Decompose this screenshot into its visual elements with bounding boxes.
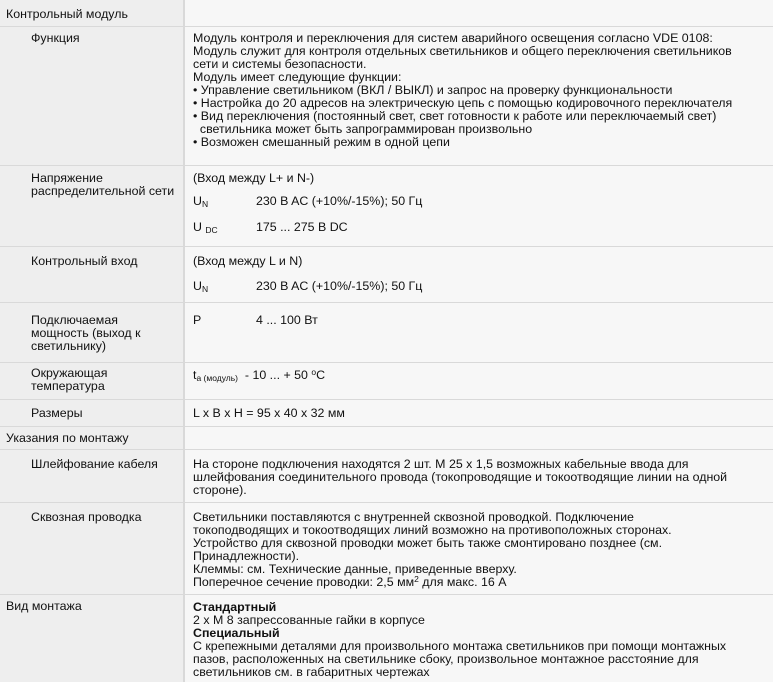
- through-wiring-line: Светильники поставляются с внутренней сквозной проводкой. Подключение: [193, 510, 634, 524]
- cable-loop-line: На стороне подключения находятся 2 шт. M 25 x 1,5 возможных кабельные ввода для: [193, 457, 689, 471]
- power-label: мощность (выход к: [31, 326, 141, 340]
- control-input-label: Контрольный вход: [31, 254, 138, 268]
- un-symbol: $U_N$: [193, 279, 209, 294]
- special-line: светильников см. в габаритных чертежах: [193, 665, 430, 679]
- supply-label: Напряжение: [31, 171, 103, 185]
- function-line: Модуль служит для контроля отдельных светильников и общего переключения светильников: [193, 44, 732, 58]
- row-mounting-notes: [0, 427, 773, 449]
- row-supply-voltage: [0, 166, 773, 246]
- supply-note: (Вход между L+ и N-): [193, 171, 315, 185]
- ambient-value: $t_{a (модуль)} - 10$ ... + 50 $^o$C: [193, 367, 326, 383]
- through-wiring-line: Принадлежности).: [193, 549, 300, 563]
- row-function: [0, 27, 773, 165]
- section-title: Контрольный модуль: [6, 7, 128, 21]
- function-label: Функция: [31, 31, 80, 45]
- through-wiring-line: токоподводящих и токоотводящих линий возможно на противоположных сторонах.: [193, 523, 672, 537]
- udc-value: 175 ... 275 B DC: [256, 220, 348, 234]
- dimensions-value: L x B x H = 95 x 40 x 32 мм: [193, 406, 345, 420]
- function-line: • Настройка до 20 адресов на электрическую цепь с помощью кодировочного переключателя: [193, 96, 733, 110]
- ambient-label: температура: [31, 379, 105, 393]
- function-line: • Вид переключения (постоянный свет, свет готовности к работе или переключаемый свет): [193, 109, 717, 123]
- function-line: Модуль контроля и переключения для систем аварийного освещения согласно VDE 0108:: [193, 31, 713, 45]
- row-dimensions: [0, 400, 773, 426]
- through-wiring-label: Сквозная проводка: [31, 510, 142, 524]
- row-title: [0, 0, 773, 26]
- special-heading: Специальный: [193, 626, 280, 640]
- special-line: пазов, расположенных на светильнике сбоку, произвольное монтажное расстояние для: [193, 652, 699, 666]
- mounting-notes-heading: Указания по монтажу: [6, 431, 129, 445]
- un-value: 230 B AC (+10%/-15%); 50 Гц: [256, 194, 423, 208]
- through-wiring-line: Клеммы: см. Технические данные, приведенные вверху.: [193, 562, 517, 576]
- function-line: • Управление светильником (ВКЛ / ВЫКЛ) и запрос на проверку функциональности: [193, 83, 673, 97]
- standard-heading: Стандартный: [193, 600, 277, 614]
- cable-loop-label: Шлейфование кабеля: [31, 457, 158, 471]
- mounting-type-label: Вид монтажа: [6, 599, 82, 613]
- row-control-input: [0, 247, 773, 302]
- row-mounting-type: [0, 595, 773, 682]
- function-line: • Возможен смешанный режим в одной цепи: [193, 135, 450, 149]
- un-value: 230 B AC (+10%/-15%); 50 Гц: [256, 279, 423, 293]
- special-line: С крепежными деталями для произвольного монтажа светильников при помощи монтажных: [193, 639, 727, 653]
- row-ambient-temperature: [0, 363, 773, 399]
- control-input-note: (Вход между L и N): [193, 254, 303, 268]
- dimensions-label: Размеры: [31, 406, 83, 420]
- row-connected-power: [0, 303, 773, 362]
- function-line: Модуль имеет следующие функции:: [193, 70, 402, 84]
- power-label: светильнику): [31, 339, 107, 353]
- function-line: сети и системы безопасности.: [193, 57, 367, 71]
- power-label: Подключаемая: [31, 313, 118, 327]
- row-through-wiring: [0, 503, 773, 594]
- row-cable-looping: [0, 450, 773, 502]
- cross-section-line: Поперечное сечение проводки: 2,5 $мм^2$ для макс. 16 A: [193, 574, 507, 589]
- supply-label: распределительной сети: [31, 184, 175, 198]
- cable-loop-line: стороне).: [193, 483, 247, 497]
- standard-line: 2 x M 8 запрессованные гайки в корпусе: [193, 613, 425, 627]
- cable-loop-line: шлейфования соединительного провода (токопроводящие и токоотводящие линии на одной: [193, 470, 728, 484]
- udc-symbol: U $_{DC}$: [193, 220, 218, 235]
- function-line: светильника может быть запрограммирован произвольно: [193, 122, 533, 136]
- power-symbol: P: [193, 313, 202, 327]
- through-wiring-line: Устройство для сквозной проводки может быть также смонтировано позднее (см.: [193, 536, 663, 550]
- ambient-label: Окружающая: [31, 366, 108, 380]
- power-value: 4 ... 100 Вт: [256, 313, 318, 327]
- un-symbol: $U_N$: [193, 194, 209, 209]
